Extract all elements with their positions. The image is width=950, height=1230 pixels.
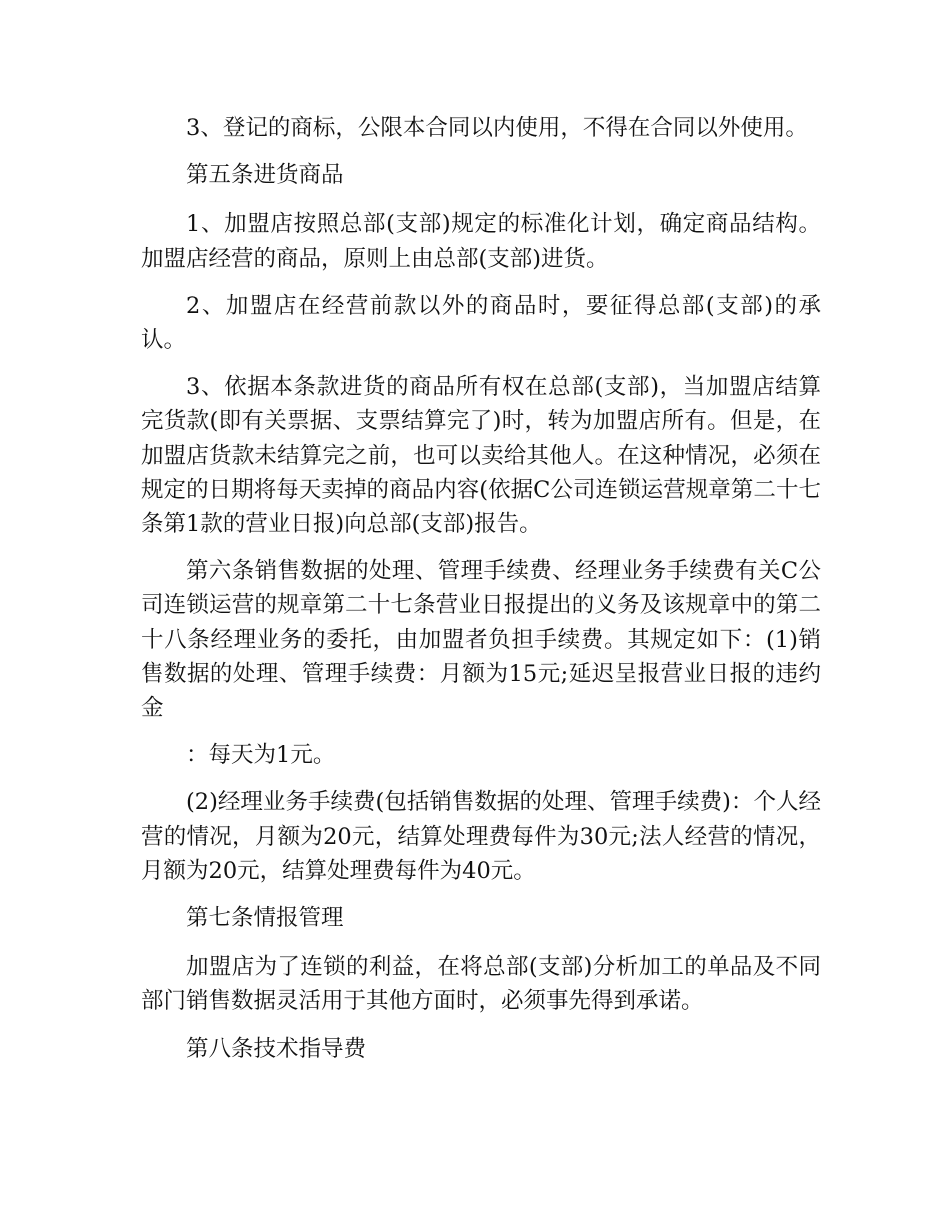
article-7-body: 加盟店为了连锁的利益，在将总部(支部)分析加工的单品及不同部门销售数据灵活用于其他方面时，必须事先得到承诺。	[141, 954, 821, 1015]
article-5-item-3: 3、依据本条款进货的商品所有权在总部(支部)，当加盟店结算完货款(即有关票据、支票结算完了)时，转为加盟店所有。但是，在加盟店货款未结算完之前，也可以卖给其他人。在这种情况，必须在规定的日期将每天卖掉的商品内容(依据C公司连锁运营规章第二十七条第1款的营业日报)向总部(支部)报告。	[141, 374, 821, 538]
article-6-item-2: (2)经理业务手续费(包括销售数据的处理、管理手续费)：个人经营的情况，月额为20元，结算处理费每件为30元;法人经营的情况，月额为20元，结算处理费每件为40元。	[141, 789, 821, 884]
article-8-heading: 第八条技术指导费	[186, 1035, 367, 1062]
article-5-item-2: 2、加盟店在经营前款以外的商品时，要征得总部(支部)的承认。	[141, 292, 821, 354]
article-5-item-1: 1、加盟店按照总部(支部)规定的标准化计划，确定商品结构。加盟店经营的商品，原则上由总部(支部)进货。	[141, 211, 821, 272]
article-6-penalty-line: ：每天为1元。	[186, 742, 336, 769]
clause-4-item-3: 3、登记的商标，公限本合同以内使用，不得在合同以外使用。	[186, 115, 808, 141]
article-5-heading: 第五条进货商品	[186, 162, 344, 189]
article-7-heading: 第七条情报管理	[186, 905, 344, 932]
document-body	[141, 111, 821, 1081]
article-6-body: 第六条销售数据的处理、管理手续费、经理业务手续费有关C公司连锁运营的规章第二十七条营业日报提出的义务及该规章中的第二十八条经理业务的委托，由加盟者负担手续费。其规定如下：(1)销售数据的处理、管理手续费：月额为15元;延迟呈报营业日报的违约金	[141, 558, 821, 722]
